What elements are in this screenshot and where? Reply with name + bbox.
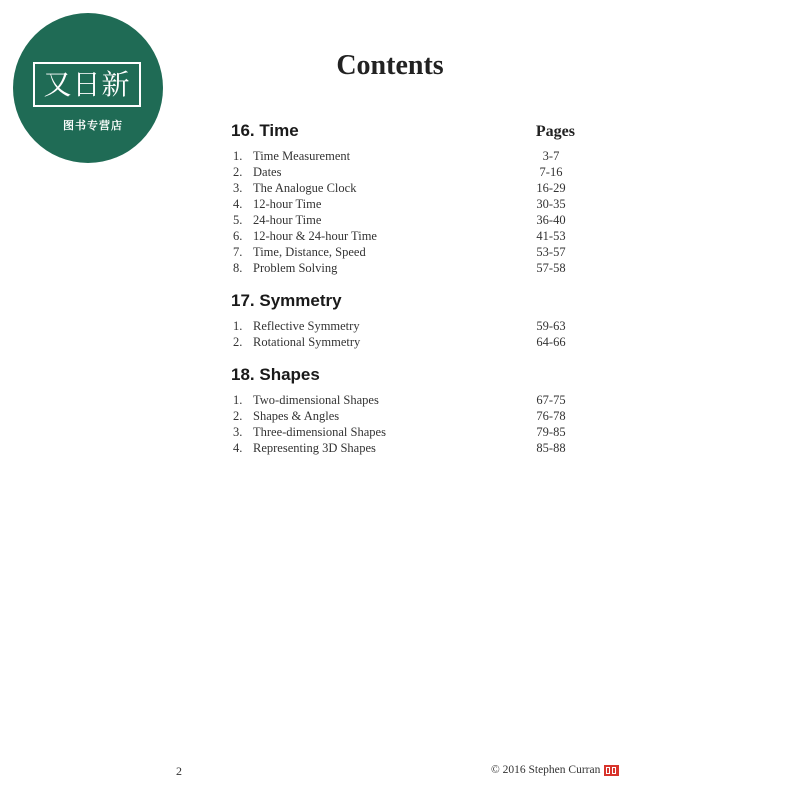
- list-item: [231, 164, 583, 180]
- entry-pages: 3-7: [542, 149, 560, 163]
- entry-title: Time Measurement: [253, 149, 351, 163]
- entry-title: 24-hour Time: [253, 213, 322, 227]
- entry-pages: 67-75: [536, 393, 566, 407]
- list-item: [231, 196, 583, 212]
- entry-title: Representing 3D Shapes: [253, 441, 376, 455]
- list-item: [231, 260, 583, 276]
- entry-number: 3.: [233, 425, 243, 439]
- entry-number: 2.: [233, 165, 243, 179]
- entry-number: 4.: [233, 441, 243, 455]
- entry-number: 3.: [233, 181, 243, 195]
- entry-number: 7.: [233, 245, 243, 259]
- entry-number: 2.: [233, 335, 243, 349]
- list-item: [231, 318, 583, 334]
- page-number: 2: [176, 764, 182, 778]
- entry-number: 4.: [233, 197, 243, 211]
- entry-pages: 7-16: [539, 165, 563, 179]
- section-header: [231, 120, 583, 144]
- store-badge: [13, 13, 163, 163]
- list-item: [231, 408, 583, 424]
- entry-pages: 64-66: [536, 335, 566, 349]
- entry-title: Three-dimensional Shapes: [253, 425, 386, 439]
- entry-title: Shapes & Angles: [253, 409, 340, 423]
- list-item: [231, 392, 583, 408]
- entry-title: Reflective Symmetry: [253, 319, 360, 333]
- store-brand-name: 又日新: [33, 62, 141, 107]
- list-item: [231, 424, 583, 440]
- entry-title: Dates: [253, 165, 282, 179]
- list-item: [231, 228, 583, 244]
- list-item: [231, 148, 583, 164]
- entry-title: Two-dimensional Shapes: [253, 393, 379, 407]
- entry-title: Rotational Symmetry: [253, 335, 361, 349]
- entry-pages: 36-40: [536, 213, 566, 227]
- publisher-logo-icon: [604, 765, 619, 776]
- entry-number: 8.: [233, 261, 243, 275]
- table-of-contents: [231, 120, 583, 456]
- copyright-notice: [491, 764, 619, 776]
- entry-title: Time, Distance, Speed: [253, 245, 366, 259]
- entry-pages: 59-63: [536, 319, 566, 333]
- entry-pages: 30-35: [536, 197, 566, 211]
- list-item: [231, 440, 583, 456]
- section-header: [231, 290, 583, 314]
- entry-title: 12-hour & 24-hour Time: [253, 229, 377, 243]
- entry-title: The Analogue Clock: [253, 181, 357, 195]
- list-item: [231, 244, 583, 260]
- copyright-text: © 2016 Stephen Curran: [491, 764, 601, 776]
- entry-pages: 76-78: [536, 409, 566, 423]
- list-item: [231, 180, 583, 196]
- section-title: 17. Symmetry: [231, 291, 342, 310]
- section-shapes: [231, 364, 583, 456]
- entry-number: 6.: [233, 229, 243, 243]
- entry-number: 5.: [233, 213, 243, 227]
- section-symmetry: [231, 290, 583, 350]
- entry-number: 1.: [233, 393, 243, 407]
- entry-pages: 57-58: [536, 261, 566, 275]
- entry-number: 2.: [233, 409, 243, 423]
- section-title: 16. Time: [231, 121, 299, 140]
- section-title: 18. Shapes: [231, 365, 320, 384]
- list-item: [231, 212, 583, 228]
- entry-pages: 41-53: [536, 229, 566, 243]
- pages-column-heading: Pages: [535, 123, 575, 140]
- entry-pages: 16-29: [536, 181, 566, 195]
- entry-pages: 85-88: [536, 441, 566, 455]
- entry-number: 1.: [233, 149, 243, 163]
- section-time: [231, 120, 583, 276]
- entry-pages: 79-85: [536, 425, 566, 439]
- store-badge-subtitle: 图书专营店: [63, 119, 123, 132]
- entry-title: 12-hour Time: [253, 197, 322, 211]
- entry-number: 1.: [233, 319, 243, 333]
- page-title: Contents: [336, 50, 444, 81]
- section-header: [231, 364, 583, 388]
- entry-pages: 53-57: [536, 245, 566, 259]
- list-item: [231, 334, 583, 350]
- entry-title: Problem Solving: [253, 261, 338, 275]
